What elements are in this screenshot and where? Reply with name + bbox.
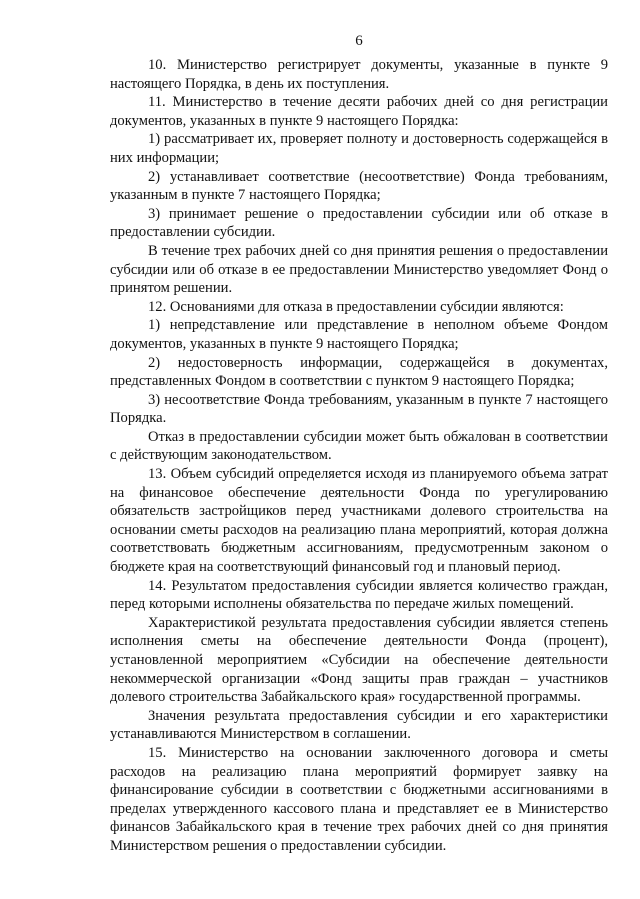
- paragraph: 2) устанавливает соответствие (несоответствие) Фонда требованиям, указанным в пункте 7 настоящего Порядка;: [110, 168, 608, 204]
- paragraph: 3) несоответствие Фонда требованиям, указанным в пункте 7 настоящего Порядка.: [110, 391, 608, 427]
- paragraph: 1) рассматривает их, проверяет полноту и достоверность содержащейся в них информации;: [110, 131, 608, 166]
- paragraph: 3) принимает решение о предоставлении субсидии или об отказе в предоставлении субсидии.: [110, 205, 608, 241]
- paragraph: В течение трех рабочих дней со дня принятия решения о предоставлении субсидии или об отказе в ее предоставлении Министерство уведомляет Фонд о принятом решении.: [110, 242, 608, 297]
- paragraph: Отказ в предоставлении субсидии может быть обжалован в соответствии с действующим законодательством.: [110, 428, 608, 464]
- paragraph: Значения результата предоставления субсидии и его характеристики устанавливаются Министерством в соглашении.: [110, 707, 608, 743]
- document-body: [110, 56, 608, 856]
- paragraph: 10. Министерство регистрирует документы, указанные в пункте 9 настоящего Порядка, в день их поступления.: [110, 57, 608, 92]
- page-number: 6: [355, 33, 363, 49]
- paragraph: 11. Министерство в течение десяти рабочих дней со дня регистрации документов, указанных в пункте 9 настоящего Порядка:: [110, 94, 608, 129]
- paragraph: Характеристикой результата предоставления субсидии является степень исполнения сметы на обеспечение деятельности Фонда (процент), установленной мероприятием «Субсидии на обеспечение деятельности некоммерческой организации «Фонд защиты прав граждан – участников долевого строительства Забайкальского края» государственной программы.: [110, 614, 608, 706]
- paragraph: 15. Министерство на основании заключенного договора и сметы расходов на реализацию плана мероприятий формирует заявку на финансирование субсидии в соответствии с бюджетными ассигнованиями в пределах утвержденного кассового плана и представляет ее в Министерство финансов Забайкальского края в течение трех рабочих дней со дня принятия Министерством решения о предоставлении субсидии.: [110, 744, 608, 854]
- paragraph: 13. Объем субсидий определяется исходя из планируемого объема затрат на финансовое обеспечение деятельности Фонда по урегулированию обязательств застройщиков перед участниками долевого строительства на основании сметы расходов на реализацию плана мероприятий, которая должна соответствовать бюджетным ассигнованиям, предусмотренным законом о бюджете края на соответствующий финансовый год и плановый период.: [110, 466, 608, 576]
- paragraph: 2) недостоверность информации, содержащейся в документах, представленных Фондом в соответствии с пунктом 9 настоящего Порядка;: [110, 354, 608, 390]
- paragraph: 12. Основаниями для отказа в предоставлении субсидии являются:: [148, 298, 564, 315]
- paragraph: 14. Результатом предоставления субсидии является количество граждан, перед которыми исполнены обязательства по передаче жилых помещений.: [110, 577, 608, 613]
- paragraph: 1) непредставление или представление в неполном объеме Фондом документов, указанных в пункте 9 настоящего Порядка;: [110, 317, 608, 352]
